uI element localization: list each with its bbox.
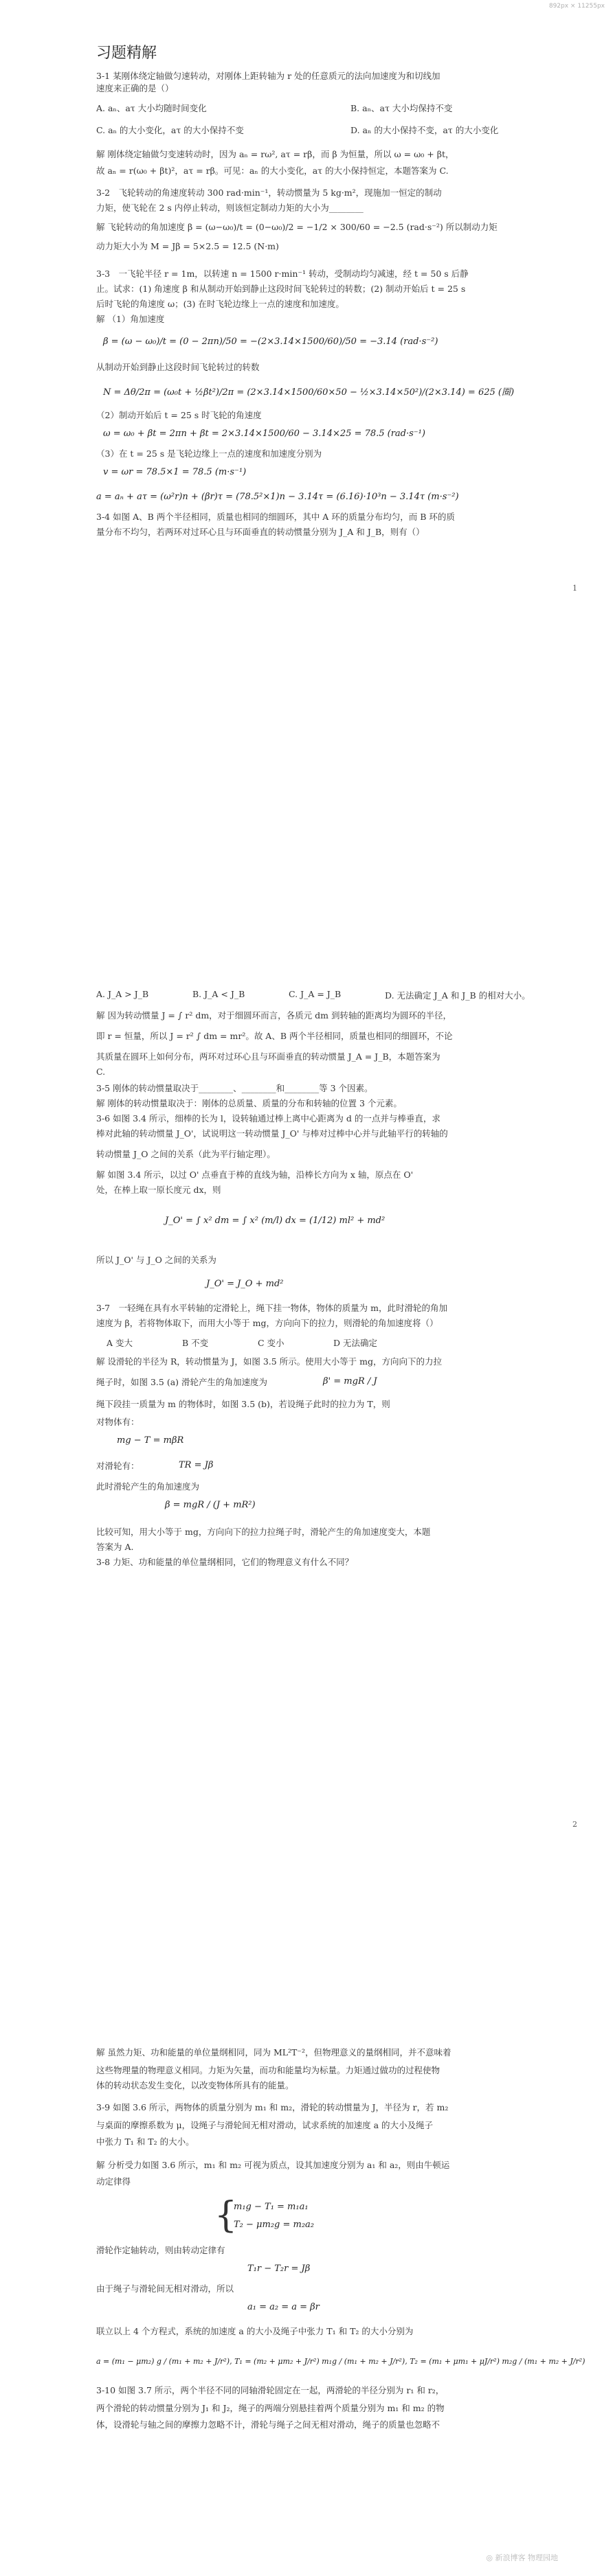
solution-text: 由于绳子与滑轮间无相对滑动，所以 bbox=[96, 2283, 234, 2294]
solution-text: 绳下段挂一质量为 m 的物体时，如图 3.5 (b)，若设绳子此时的拉力为 T，则 bbox=[96, 1399, 390, 1409]
problem-3-6-text: 棒对此轴的转动惯量 J_O'，试说明这一转动惯量 J_O' 与棒对过棒中心并与此轴平行的转轴的 bbox=[96, 1128, 448, 1139]
problem-3-6-text: 3-6 如图 3.4 所示，细棒的长为 l，设转轴通过棒上离中心距离为 d 的一点并与棒垂直，求 bbox=[96, 1113, 441, 1124]
option-a: A. aₙ、aτ 大小均随时间变化 bbox=[96, 103, 207, 113]
option-b: B. aₙ、aτ 大小均保持不变 bbox=[350, 103, 453, 113]
problem-3-7-text: 3-7 一轻绳在具有水平转轴的定滑轮上，绳下挂一物体，物体的质量为 m，此时滑轮的角加 bbox=[96, 1303, 447, 1313]
problem-3-6-text: 转动惯量 J_O 之间的关系（此为平行轴定理）。 bbox=[96, 1149, 276, 1159]
solution-text: 解 因为转动惯量 J = ∫ r² dm，对于细圆环而言，各质元 dm 到转轴的距离均为圆环的半径， bbox=[96, 1010, 452, 1021]
option-d: D 无法确定 bbox=[333, 1338, 377, 1348]
option-b: B. J_A < J_B bbox=[192, 989, 245, 999]
solution-text: 绳子时，如图 3.5 (a) 滑轮产生的角加速度为 bbox=[96, 1377, 268, 1387]
solution-text: 故 aₙ = r(ω₀ + βt)²，aτ = rβ。可见：aₙ 的大小变化，aτ 的大小保持恒定，本题答案为 C. bbox=[96, 166, 449, 176]
problem-3-7-text: 速度为 β，若将物体取下，而用大小等于 mg，方向向下的拉力，则滑轮的角加速度将（） bbox=[96, 1318, 438, 1328]
equation-beta-result: β = mgR / (J + mR²) bbox=[165, 1500, 256, 1510]
solution-text: 所以 J_O' 与 J_O 之间的关系为 bbox=[96, 1255, 216, 1265]
problem-3-3-text: 3-3 一飞轮半径 r = 1m，以转速 n = 1500 r·min⁻¹ 转动，受制动均匀减速，经 t = 50 s 后静 bbox=[96, 269, 469, 279]
equation-no-slip: a₁ = a₂ = a = βr bbox=[247, 2302, 320, 2312]
equation-inertia-integral: J_O' = ∫ x² dm = ∫ x² (m/l) dx = (1/12) ml² + md² bbox=[165, 1216, 386, 1226]
problem-3-9-text: 与桌面的摩擦系数为 μ，设绳子与滑轮间无相对滑动，试求系统的加速度 a 的大小及绳子 bbox=[96, 2120, 433, 2130]
option-b: B 不变 bbox=[182, 1338, 209, 1348]
page-title: 习题精解 bbox=[96, 45, 157, 62]
page-number: 1 bbox=[572, 584, 577, 593]
solution-text: （3）在 t = 25 s 是飞轮边缘上一点的速度和加速度分别为 bbox=[96, 448, 322, 459]
equation-velocity: v = ωr = 78.5×1 = 78.5 (m·s⁻¹) bbox=[103, 467, 247, 477]
equation-omega: ω = ω₀ + βt = 2πn + βt = 2×3.14×1500/60 − 3.14×25 = 78.5 (rad·s⁻¹) bbox=[103, 429, 425, 439]
problem-3-5-text: 3-5 刚体的转动惯量取决于________、________和________等 3 个因素。 bbox=[96, 1083, 373, 1093]
image-size-label: 892px × 11255px bbox=[548, 3, 605, 10]
equation-newton-object: mg − T = mβR bbox=[117, 1435, 184, 1446]
problem-3-1-text: 速度来正确的是（） bbox=[96, 83, 174, 93]
solution-text: 即 r = 恒量，所以 J = r² ∫ dm = mr²。故 A、B 两个半径相同，质量也相同的细圆环，不论 bbox=[96, 1031, 453, 1041]
watermark: ◎ 新浪博客 物理园地 bbox=[486, 2553, 558, 2562]
solution-text: 其质量在圆环上如何分布，两环对过环心且与环面垂直的转动惯量 J_A = J_B，本题答案为 bbox=[96, 1051, 441, 1062]
document-page-3 bbox=[0, 1861, 613, 2575]
equation-turns: N = Δθ/2π = (ω₀t + ½βt²)/2π = (2×3.14×1500/60×50 − ½×3.14×50²)/(2×3.14) = 625 (圈) bbox=[103, 387, 515, 398]
problem-3-10-text: 体，设滑轮与轴之间的摩擦力忽略不计，滑轮与绳子之间无相对滑动，绳子的质量也忽略不 bbox=[96, 2419, 441, 2430]
option-c: C. aₙ 的大小变化，aτ 的大小保持不变 bbox=[96, 125, 244, 135]
problem-3-9-text: 中张力 T₁ 和 T₂ 的大小。 bbox=[96, 2136, 194, 2147]
equation-m1: m₁g − T₁ = m₁a₁ bbox=[234, 2202, 309, 2212]
equation-m2: T₂ − μm₂g = m₂a₂ bbox=[234, 2220, 315, 2230]
solution-text: 解 如图 3.4 所示，以过 O' 点垂直于棒的直线为轴，沿棒长方向为 x 轴，原点在 O' bbox=[96, 1170, 414, 1180]
solution-text: 滑轮作定轴转动，则由转动定律有 bbox=[96, 2245, 225, 2255]
solution-label: 对物体有： bbox=[96, 1417, 140, 1427]
solution-text: 解 分析受力如图 3.6 所示，m₁ 和 m₂ 可视为质点，设其加速度分别为 a₁ 和 a₂，则由牛顿运 bbox=[96, 2160, 450, 2170]
document-page-2 bbox=[0, 961, 613, 1847]
solution-text: 这些物理量的物理意义相同。力矩为矢量，而功和能量均为标量。力矩通过做功的过程使物 bbox=[96, 2065, 441, 2075]
solution-text: （2）制动开始后 t = 25 s 时飞轮的角速度 bbox=[96, 410, 262, 420]
solution-text: C. bbox=[96, 1067, 106, 1077]
solution-text: 从制动开始到静止这段时间飞轮转过的转数 bbox=[96, 362, 260, 372]
option-d: D. aₙ 的大小保持不变，aτ 的大小变化 bbox=[350, 125, 499, 135]
option-a: A. J_A > J_B bbox=[96, 989, 149, 999]
solution-text: 动力矩大小为 M = Jβ = 5×2.5 = 12.5 (N·m) bbox=[96, 241, 279, 251]
solution-text: 动定律得 bbox=[96, 2176, 131, 2187]
solution-text: 联立以上 4 个方程式，系统的加速度 a 的大小及绳子中张力 T₁ 和 T₂ 的大小分别为 bbox=[96, 2326, 414, 2336]
equation-beta-prime: β' = mgR / J bbox=[323, 1376, 377, 1387]
solution-text: 比较可知，用大小等于 mg，方向向下的拉力拉绳子时，滑轮产生的角加速度变大，本题 bbox=[96, 1527, 431, 1537]
problem-3-4-text: 量分布不均匀，若两环对过环心且与环面垂直的转动惯量分别为 J_A 和 J_B，则有（） bbox=[96, 527, 425, 537]
solution-text: 答案为 A. bbox=[96, 1542, 134, 1552]
problem-3-10-text: 3-10 如图 3.7 所示，两个半径不同的同轴滑轮固定在一起，两滑轮的半径分别为 r₁ 和 r₂， bbox=[96, 2385, 445, 2395]
equation-brace: { bbox=[214, 2195, 238, 2236]
solution-text: 解 刚体的转动惯量取决于：刚体的总质量、质量的分布和转轴的位置 3 个元素。 bbox=[96, 1098, 402, 1108]
solution-label: 对滑轮有： bbox=[96, 1461, 140, 1471]
problem-3-2-text: 力矩，使飞轮在 2 s 内停止转动，则该恒定制动力矩的大小为________ bbox=[96, 203, 364, 213]
problem-3-1-text: 3-1 某刚体绕定轴做匀速转动，对刚体上距转轴为 r 处的任意质元的法向加速度为和切线加 bbox=[96, 71, 441, 81]
solution-text: 体的转动状态发生变化，以改变物体所具有的能量。 bbox=[96, 2080, 294, 2090]
problem-3-2-text: 3-2 飞轮转动的角速度转动 300 rad·min⁻¹，转动惯量为 5 kg·m²，现施加一恒定的制动 bbox=[96, 187, 442, 198]
equation-results: a = (m₁ − μm₂) g / (m₁ + m₂ + J/r²), T₁ = (m₂ + μm₂ + J/r²) m₁g / (m₁ + m₂ + J/r²), T₂ = (m₁ + μm₁ + μJ/r²) m₂g / (m₁ + m₂ + J/r²) bbox=[96, 2357, 586, 2366]
option-c: C 变小 bbox=[258, 1338, 285, 1348]
equation-torque-pulley: TR = Jβ bbox=[179, 1460, 214, 1470]
page-number: 2 bbox=[572, 1820, 577, 1829]
option-c: C. J_A = J_B bbox=[289, 989, 342, 999]
equation-beta: β = (ω − ω₀)/t = (0 − 2πn)/50 = −(2×3.14×1500/60)/50 = −3.14 (rad·s⁻²) bbox=[103, 337, 438, 347]
option-a: A 变大 bbox=[107, 1338, 133, 1348]
solution-text: 解 刚体绕定轴做匀变速转动时，因为 aₙ = rω², aτ = rβ，而 β 为恒量，所以 ω = ω₀ + βt， bbox=[96, 149, 454, 159]
solution-text: 此时滑轮产生的角加速度为 bbox=[96, 1481, 200, 1492]
problem-3-4-text: 3-4 如图 A、B 两个半径相同，质量也相同的细圆环，其中 A 环的质量分布均匀，而 B 环的质 bbox=[96, 512, 455, 522]
solution-text: 解 虽然力矩、功和能量的单位量纲相同，同为 ML²T⁻²，但物理意义的量纲相同，并不意味着 bbox=[96, 2047, 452, 2058]
equation-rotation: T₁r − T₂r = Jβ bbox=[247, 2264, 311, 2274]
solution-text: 处，在棒上取一原长度元 dx，则 bbox=[96, 1185, 221, 1195]
solution-label: 解 （1）角加速度 bbox=[96, 314, 165, 324]
problem-3-9-text: 3-9 如图 3.6 所示，两物体的质量分别为 m₁ 和 m₂，滑轮的转动惯量为 J，半径为 r，若 m₂ bbox=[96, 2102, 449, 2112]
solution-text: 解 设滑轮的半径为 R，转动惯量为 J，如图 3.5 所示。使用大小等于 mg，方向向下的力拉 bbox=[96, 1356, 442, 1367]
problem-3-8-text: 3-8 力矩、功和能量的单位量纲相同，它们的物理意义有什么不同？ bbox=[96, 1557, 354, 1567]
equation-acceleration: a = aₙ + aτ = (ω²r)n + (βr)τ = (78.5²×1)n − 3.14τ = (6.16)·10³n − 3.14τ (m·s⁻²) bbox=[96, 492, 459, 502]
solution-text: 解 飞轮转动的角加速度 β = (ω−ω₀)/t = (0−ω₀)/2 = −1/2 × 300/60 = −2.5 (rad·s⁻²) 所以制动力矩 bbox=[96, 222, 498, 232]
problem-3-3-text: 止。试求：(1) 角速度 β 和从制动开始到静止这段时间飞轮转过的转数；(2) 制动开始后 t = 25 s bbox=[96, 284, 466, 294]
problem-3-3-text: 后时飞轮的角速度 ω；(3) 在时飞轮边缘上一点的速度和加速度。 bbox=[96, 299, 344, 309]
option-d: D. 无法确定 J_A 和 J_B 的相对大小。 bbox=[385, 990, 531, 1001]
document-page-1 bbox=[0, 27, 613, 941]
problem-3-10-text: 两个滑轮的转动惯量分别为 J₁ 和 J₂，绳子的两端分别悬挂着两个质量分别为 m₁ 和 m₂ 的物 bbox=[96, 2403, 445, 2413]
equation-parallel-axis: J_O' = J_O + md² bbox=[206, 1279, 284, 1289]
